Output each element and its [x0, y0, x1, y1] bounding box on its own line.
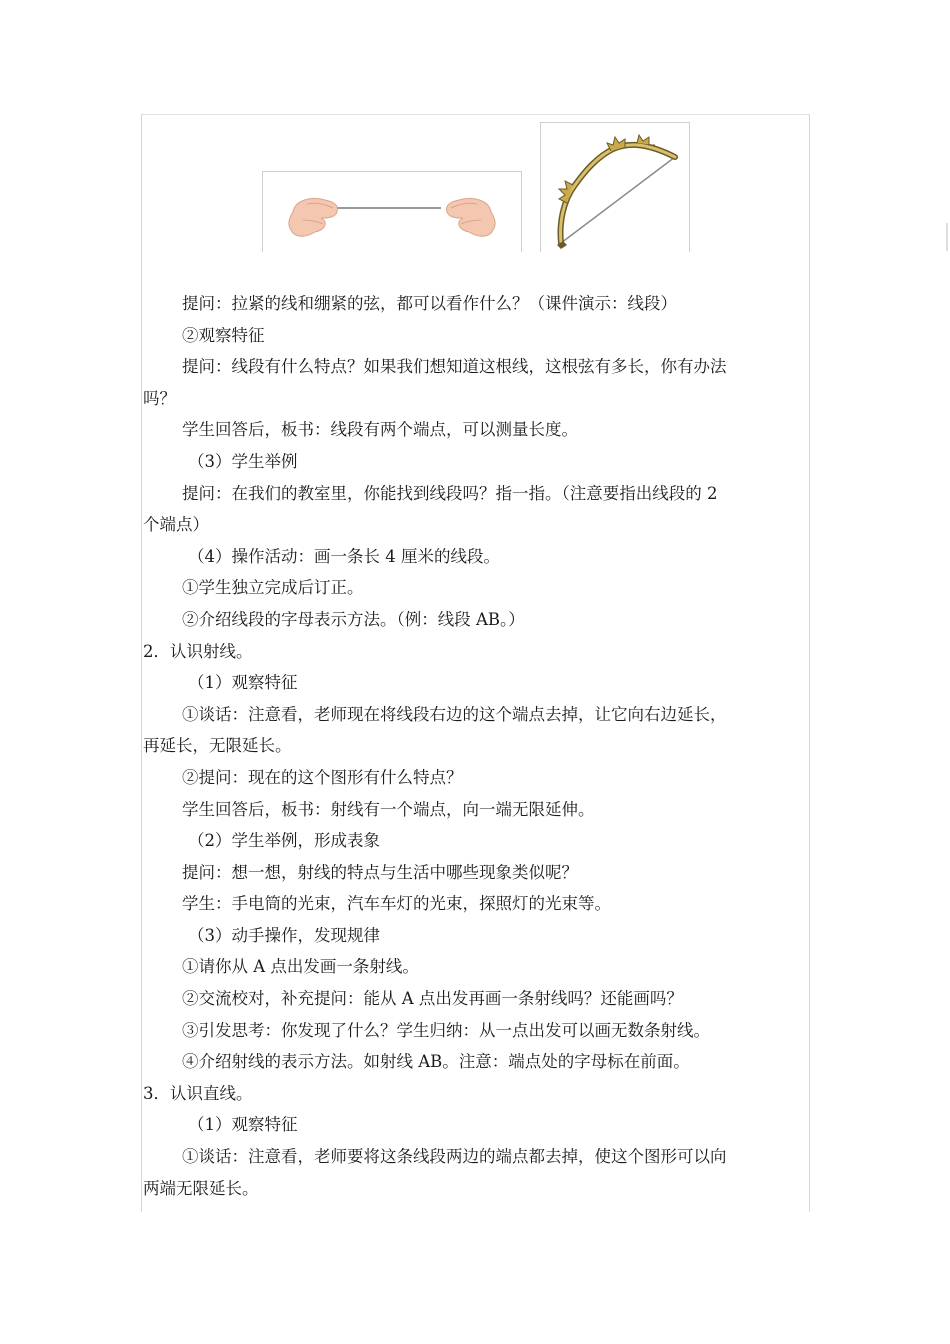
text-line: ②观察特征	[182, 325, 265, 345]
text-line: 提问：拉紧的线和绷紧的弦，都可以看作什么？（课件演示：线段）	[182, 294, 677, 313]
text-line: ①谈话：注意看，老师要将这条线段两边的端点都去掉，使这个图形可以向	[182, 1147, 727, 1167]
right-hand-icon	[447, 199, 496, 237]
text-line: ②交流校对，补充提问：能从 A 点出发再画一条射线吗？还能画吗？	[182, 989, 683, 1009]
text-line: ①学生独立完成后订正。	[182, 578, 364, 598]
text-line: 3．认识直线。	[143, 1083, 253, 1103]
text-line: 个端点）	[143, 515, 209, 535]
string-illustration	[262, 171, 522, 252]
bow-illustration	[540, 122, 690, 252]
left-hand-icon	[289, 199, 338, 237]
text-line: 学生回答后，板书：线段有两个端点，可以测量长度。	[182, 420, 578, 440]
text-line: （4）操作活动：画一条长 4 厘米的线段。	[188, 546, 500, 566]
text-line: 提问：线段有什么特点？如果我们想知道这根线，这根弦有多长，你有办法	[182, 357, 727, 377]
bow-icon	[557, 135, 675, 249]
text-line: 提问：想一想，射线的特点与生活中哪些现象类似呢？	[182, 862, 578, 882]
text-line: 学生：手电筒的光束，汽车车灯的光束，探照灯的光束等。	[182, 894, 611, 914]
page-edge-mark	[946, 223, 948, 251]
text-line: ①请你从 A 点出发画一条射线。	[182, 957, 419, 977]
text-line: 吗？	[143, 388, 176, 408]
text-line: 再延长，无限延长。	[143, 736, 292, 756]
text-line: 2．认识射线。	[143, 641, 253, 661]
lesson-text	[143, 288, 807, 1204]
text-line: （2）学生举例，形成表象	[188, 831, 380, 851]
text-line: （1）观察特征	[188, 1115, 298, 1135]
text-line: ②提问：现在的这个图形有什么特点？	[182, 767, 463, 787]
text-line: ③引发思考：你发现了什么？学生归纳：从一点出发可以画无数条射线。	[182, 1020, 710, 1040]
text-line: 学生回答后，板书：射线有一个端点，向一端无限延伸。	[182, 799, 595, 819]
text-line: 提问：在我们的教室里，你能找到线段吗？指一指。（注意要指出线段的 2	[182, 483, 718, 503]
text-line: ①谈话：注意看，老师现在将线段右边的这个端点去掉，让它向右边延长，	[182, 704, 727, 724]
text-line: （3）动手操作，发现规律	[188, 925, 380, 945]
text-line: （1）观察特征	[188, 673, 298, 693]
text-line: ④介绍射线的表示方法。如射线 AB。注意：端点处的字母标在前面。	[182, 1052, 690, 1072]
text-line: ②介绍线段的字母表示方法。（例：线段 AB。）	[182, 609, 525, 629]
text-line: （3）学生举例	[188, 451, 298, 471]
text-line: 两端无限延长。	[143, 1178, 259, 1198]
